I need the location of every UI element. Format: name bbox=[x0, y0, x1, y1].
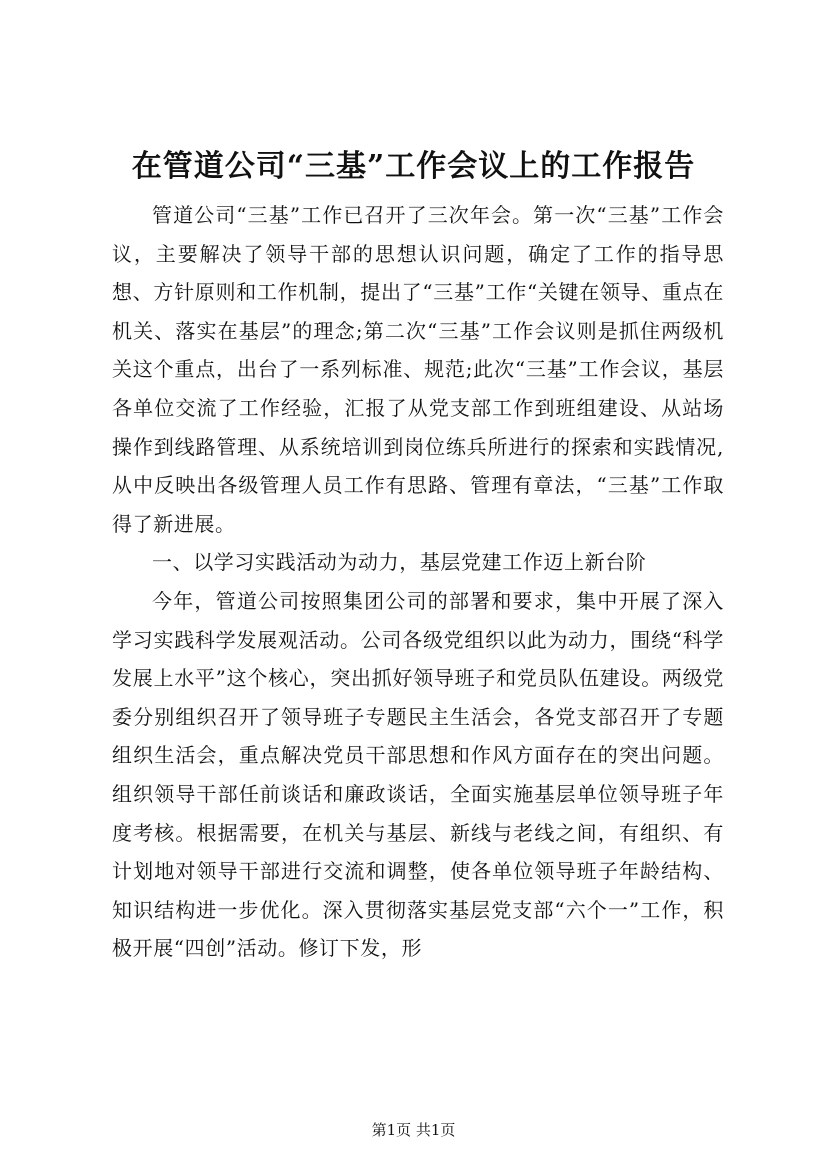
section-heading-1: 一、以学习实践活动为动力，基层党建工作迈上新台阶 bbox=[152, 550, 647, 575]
paragraph-section-1: 今年，管道公司按照集团公司的部署和要求，集中开展了深入学习实践科学发展观活动。公司各级党组织以此为动力，围绕“科学发展上水平”这个核心，突出抓好领导班子和党员队伍建设。两级党委分别组织召开了领导班子专题民主生活会，各党支部召开了专题组织生活会，重点解决党员干部思想和作风方面存在的突出问题。组织领导干部任前谈话和廉政谈话，全面实施基层单位领导班子年度考核。根据需要，在机关与基层、新线与老线之间，有组织、有计划地对领导干部进行交流和调整，使各单位领导班子年龄结构、知识结构进一步优化。深入贯彻落实基层党支部“六个一”工作，积极开展“四创”活动。修订下发，形 bbox=[112, 588, 724, 961]
page-footer: 第1页 共1页 bbox=[371, 1121, 456, 1139]
document-body bbox=[112, 196, 724, 968]
paragraph-intro: 管道公司“三基”工作已召开了三次年会。第一次“三基”工作会议，主要解决了领导干部的思想认识问题，确定了工作的指导思想、方针原则和工作机制，提出了“三基”工作“关键在领导、重点在机关、落实在基层”的理念;第二次“三基”工作会议则是抓住两级机关这个重点，出台了一系列标准、规范;此次“三基”工作会议，基层各单位交流了工作经验，汇报了从党支部工作到班组建设、从站场操作到线路管理、从系统培训到岗位练兵所进行的探索和实践情况,从中反映出各级管理人员工作有思路、管理有章法，“三基”工作取得了新进展。 bbox=[112, 203, 724, 536]
document-title: 在管道公司“三基”工作会议上的工作报告 bbox=[131, 149, 696, 184]
